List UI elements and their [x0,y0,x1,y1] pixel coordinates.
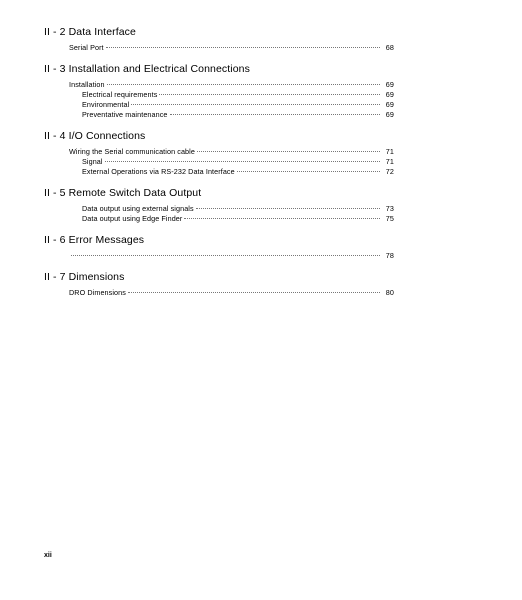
toc-entry[interactable] [44,90,394,100]
toc-entry[interactable] [44,80,394,90]
dot-leader [131,104,380,105]
toc-section [44,187,394,224]
toc-entry[interactable] [44,214,394,224]
toc-entry-label: Signal [82,157,103,166]
dot-leader [71,255,380,256]
toc-entry-page-number: 75 [385,214,394,223]
dot-leader [196,208,380,209]
toc-entry-page-number: 71 [385,157,394,166]
dot-leader [106,47,380,48]
toc-entry-label: DRO Dimensions [69,288,126,297]
page-number: xii [44,552,52,559]
section-heading: II - 7 Dimensions [44,271,125,283]
toc-entry-list [44,43,394,53]
toc-section [44,63,394,120]
toc-entry[interactable] [44,157,394,167]
toc-entry-page-number: 69 [385,80,394,89]
dot-leader [128,292,380,293]
section-heading: II - 6 Error Messages [44,234,145,246]
toc-entry-page-number: 71 [385,147,394,156]
dot-leader [159,94,380,95]
toc-entry-page-number: 69 [385,100,394,109]
toc-entry[interactable] [44,43,394,53]
toc-entry-page-number: 78 [385,251,394,260]
toc-entry-label: Data output using external signals [82,204,194,213]
toc-section [44,234,394,261]
toc-entry-list [44,288,394,298]
toc-entry[interactable] [44,251,394,261]
toc-entry-list [44,204,394,224]
dot-leader [197,151,380,152]
toc-entry[interactable] [44,147,394,157]
dot-leader [184,218,380,219]
toc-entry-label: Data output using Edge Finder [82,214,183,223]
toc-entry-page-number: 69 [385,110,394,119]
toc-entry[interactable] [44,204,394,214]
section-heading: II - 4 I/O Connections [44,130,146,142]
toc-entry[interactable] [44,288,394,298]
toc-entry-label: Environmental [82,100,130,109]
toc-entry-page-number: 80 [385,288,394,297]
section-heading: II - 2 Data Interface [44,26,136,38]
toc-entry-label: Electrical requirements [82,90,158,99]
toc-entry-page-number: 72 [385,167,394,176]
section-heading: II - 3 Installation and Electrical Connections [44,63,250,75]
toc-entry[interactable] [44,100,394,110]
toc-entry[interactable] [44,110,394,120]
toc-entry-label: Installation [69,80,105,89]
toc-section [44,130,394,177]
section-heading: II - 5 Remote Switch Data Output [44,187,202,199]
toc-entry-page-number: 73 [385,204,394,213]
toc-section [44,26,394,53]
dot-leader [170,114,380,115]
table-of-contents [44,26,394,308]
toc-entry-page-number: 69 [385,90,394,99]
dot-leader [107,84,380,85]
dot-leader [237,171,380,172]
dot-leader [105,161,380,162]
toc-entry-label: Preventative maintenance [82,110,168,119]
toc-entry[interactable] [44,167,394,177]
toc-entry-list [44,80,394,120]
toc-section [44,271,394,298]
toc-entry-label: External Operations via RS-232 Data Interface [82,167,235,176]
toc-entry-list [44,251,394,261]
toc-entry-page-number: 68 [385,43,394,52]
toc-entry-label: Wiring the Serial communication cable [69,147,195,156]
toc-entry-list [44,147,394,177]
toc-entry-label: Serial Port [69,43,104,52]
